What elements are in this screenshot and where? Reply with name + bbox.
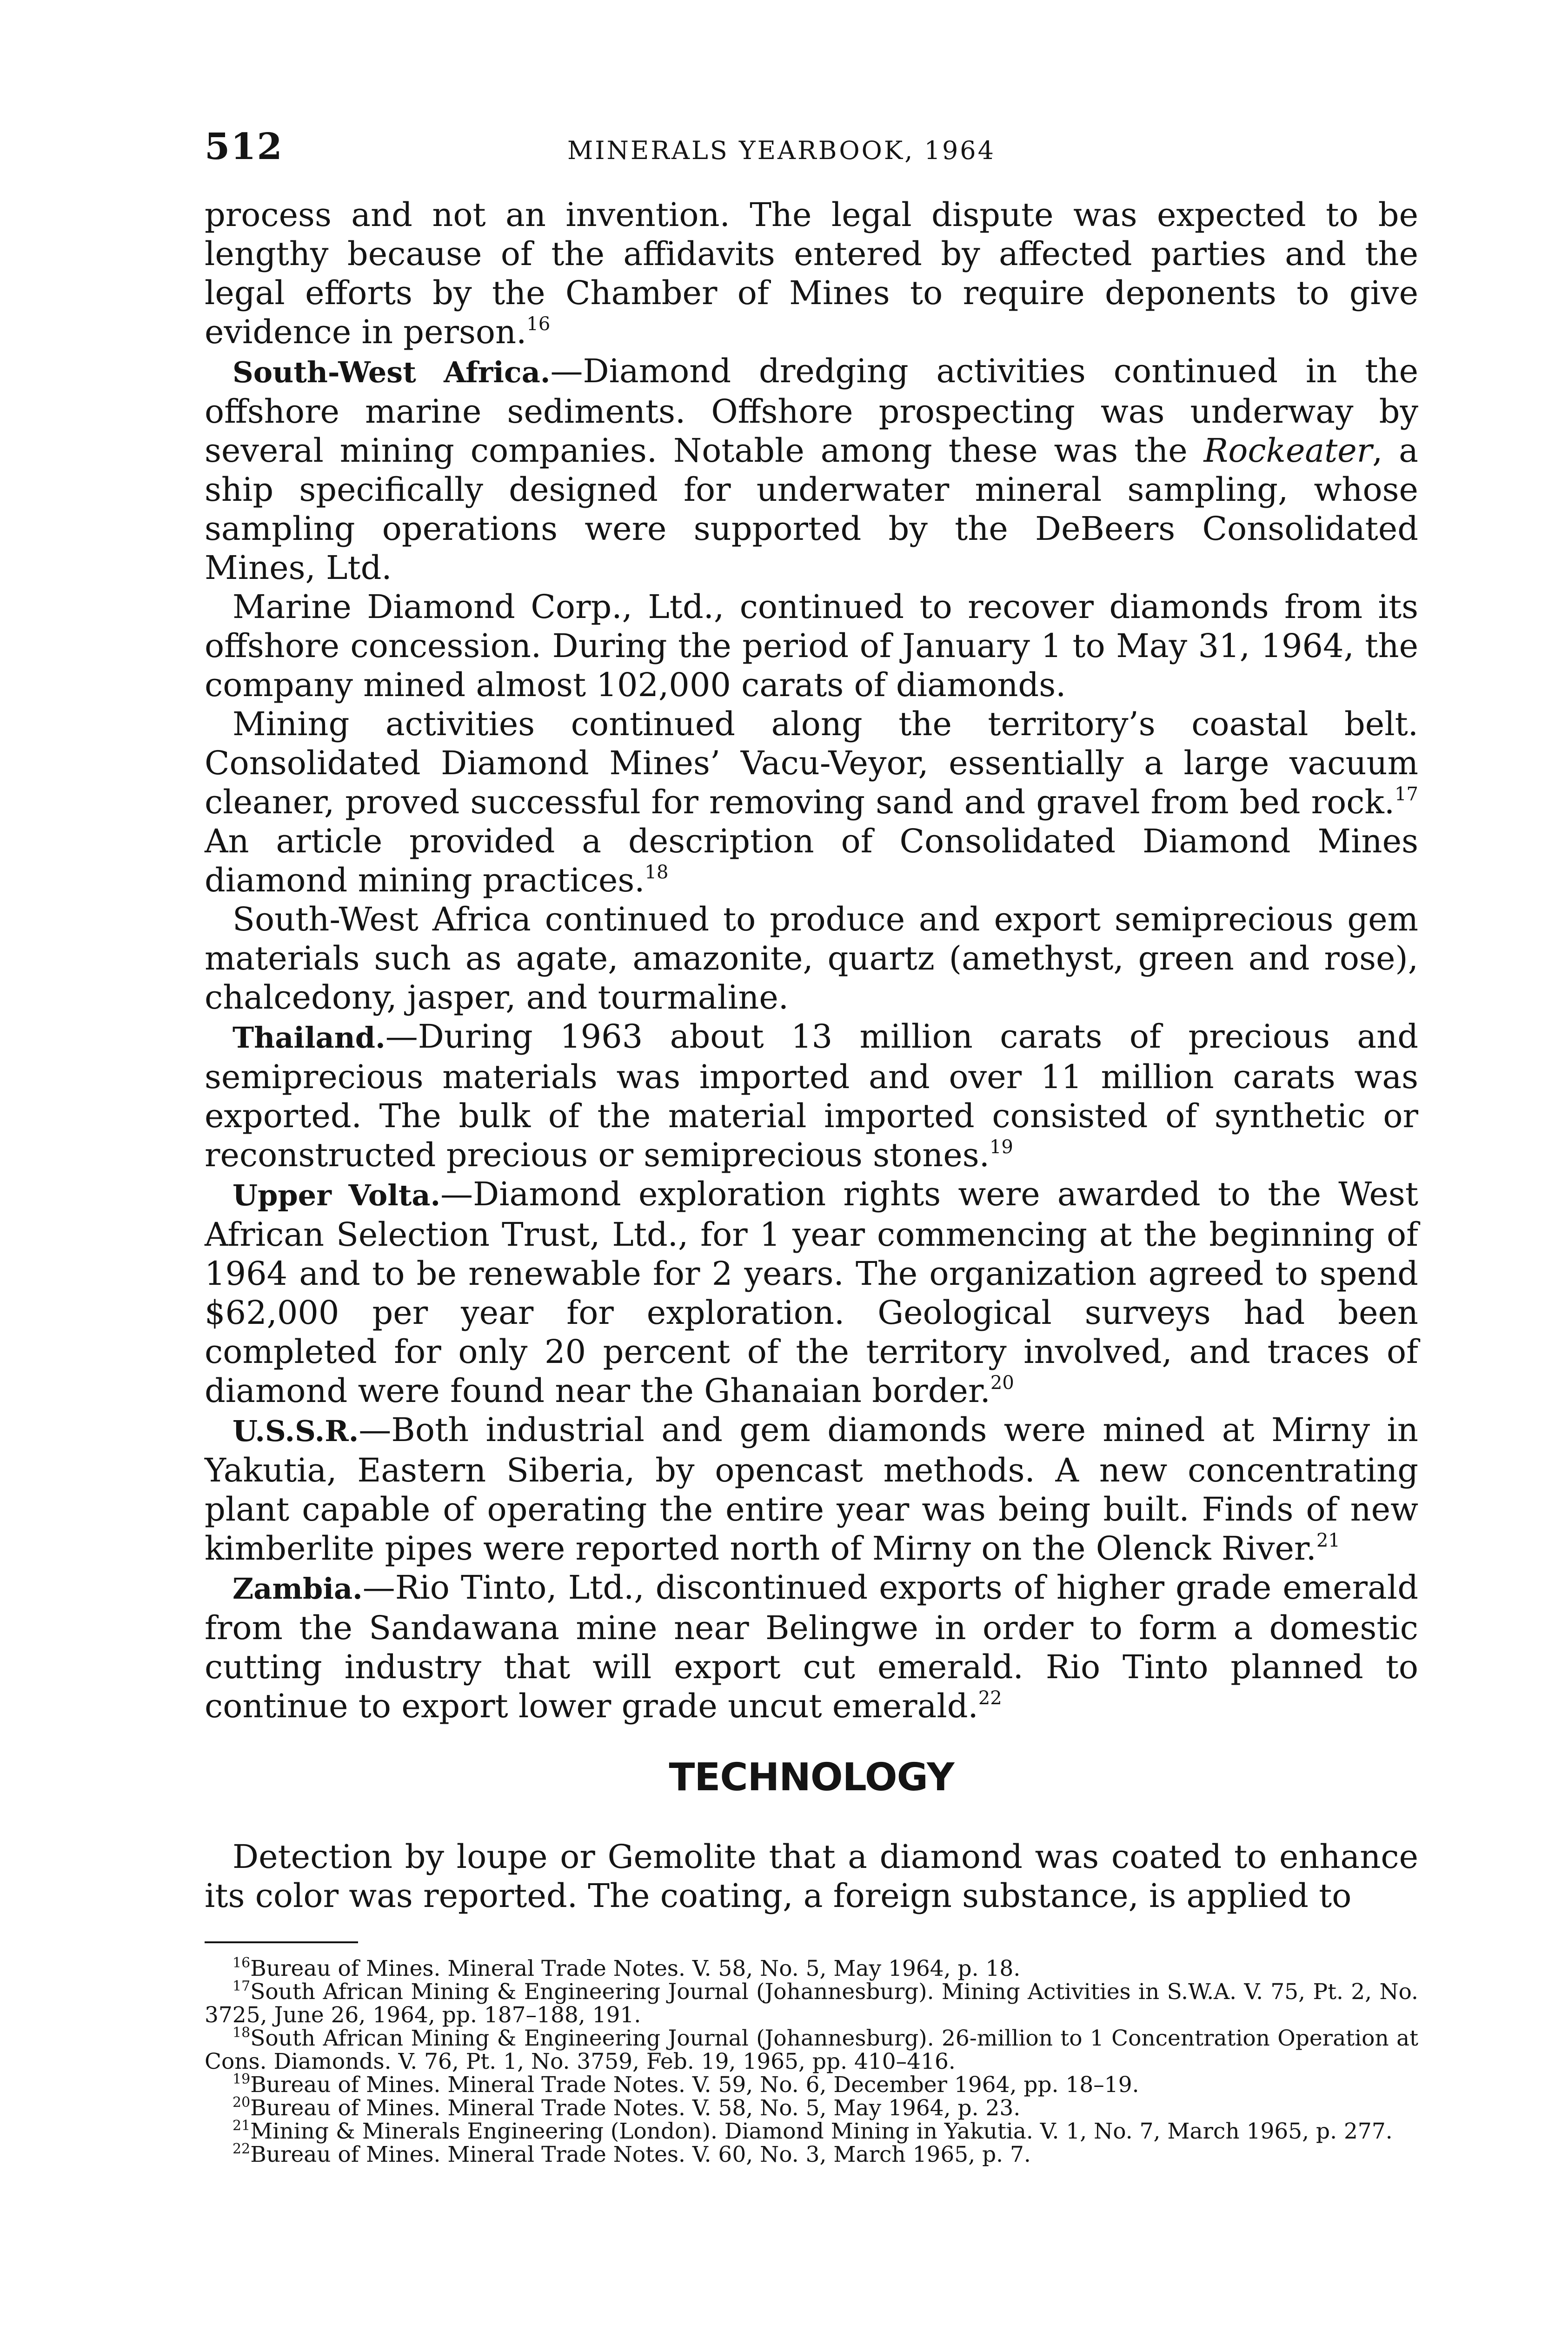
footnote-text: Bureau of Mines. Mineral Trade Notes. V. 58, No. 5, May 1964, p. 23. xyxy=(250,2095,1021,2121)
footnote-19 xyxy=(205,2073,1418,2097)
run-in-heading: Upper Volta. xyxy=(233,1178,441,1212)
paragraph-marine-diamond xyxy=(205,587,1418,704)
footnote-16 xyxy=(205,1957,1418,1980)
footnote-ref: 20 xyxy=(990,1372,1014,1394)
paragraph-text: Marine Diamond Corp., Ltd., continued to recover diamonds from its offshore concession. During the period of January 1 to May 31, 1964, the company mined almost 102,000 carats of diamonds. xyxy=(205,588,1418,704)
paragraph-text: —During 1963 about 13 million carats of precious and semiprecious materials was imported and over 11 million carats was exported. The bulk of the material imported consisted of synthetic or reconstructed precious or semiprecious stones. xyxy=(205,1017,1418,1174)
paragraph-upper-volta xyxy=(205,1175,1418,1410)
footnote-number: 18 xyxy=(233,2025,251,2041)
footnote-text: Bureau of Mines. Mineral Trade Notes. V. 58, No. 5, May 1964, p. 18. xyxy=(250,1956,1021,1981)
footnote-21 xyxy=(205,2120,1418,2143)
footnote-number: 19 xyxy=(233,2071,251,2087)
footnote-text: Bureau of Mines. Mineral Trade Notes. V. 60, No. 3, March 1965, p. 7. xyxy=(250,2142,1031,2167)
footnote-ref: 22 xyxy=(978,1687,1002,1709)
footnote-number: 20 xyxy=(233,2094,251,2111)
footnote-ref: 18 xyxy=(644,862,669,883)
paragraph-text: Detection by loupe or Gemolite that a diamond was coated to enhance its color was reported. The coating, a foreign substance, is applied to xyxy=(205,1838,1418,1915)
paragraph-text-continued: , a ship specifically designed for underwater mineral sampling, whose sampling operations were supported by the DeBeers Consolidated Mines, Ltd. xyxy=(205,432,1418,587)
page-number: 512 xyxy=(205,126,283,168)
body-text xyxy=(205,195,1418,1915)
footnote-ref: 17 xyxy=(1395,784,1418,805)
footnote-ref: 21 xyxy=(1316,1530,1340,1551)
footnote-ref: 19 xyxy=(989,1136,1013,1158)
ship-name: Rockeater xyxy=(1203,432,1373,470)
paragraph-legal-dispute xyxy=(205,195,1418,352)
footnote-ref: 16 xyxy=(526,313,551,335)
footnote-number: 17 xyxy=(233,1978,251,1994)
footnote-text: South African Mining & Engineering Journal (Johannesburg). 26-million to 1 Concentration Operation at Cons. Diamonds. V. 76, Pt. 1, No. 3759, Feb. 19, 1965, pp. 410–416. xyxy=(205,2026,1418,2074)
paragraph-ussr xyxy=(205,1410,1418,1568)
paragraph-technology xyxy=(205,1837,1418,1915)
paragraph-gem-materials xyxy=(205,900,1418,1017)
footnote-divider xyxy=(205,1941,358,1943)
run-in-heading: Zambia. xyxy=(233,1572,363,1606)
paragraph-text: Mining activities continued along the territory’s coastal belt. Consolidated Diamond Mines’ Vacu-Veyor, essentially a large vacuum cleaner, proved successful for removing sand and gravel from bed rock. xyxy=(205,705,1418,821)
run-in-heading: Thailand. xyxy=(233,1021,385,1055)
footnote-18 xyxy=(205,2027,1418,2073)
run-in-heading: U.S.S.R. xyxy=(233,1414,359,1448)
running-head xyxy=(205,126,1418,177)
paragraph-text: —Diamond dredging activities continued in the offshore marine sediments. Offshore prospecting was underway by several mining companies. Notable among these was the xyxy=(205,352,1418,470)
footnote-text: Mining & Minerals Engineering (London). Diamond Mining in Yakutia. V. 1, No. 7, March 1965, p. 277. xyxy=(250,2119,1393,2144)
paragraph-text: —Diamond exploration rights were awarded to the West African Selection Trust, Ltd., for 1 year commencing at the beginning of 1964 and to be renewable for 2 years. The organization agreed to spend $62,000 per year for exploration. Geological surveys had been completed for only 20 percent of the territory involved, and traces of diamond were found near the Ghanaian border. xyxy=(205,1175,1418,1410)
section-heading-technology: TECHNOLOGY xyxy=(669,1755,954,1800)
running-title: MINERALS YEARBOOK, 1964 xyxy=(567,136,996,165)
paragraph-south-west-africa xyxy=(205,352,1418,587)
paragraph-mining-activities xyxy=(205,704,1418,900)
footnote-number: 22 xyxy=(233,2141,251,2157)
paragraph-zambia xyxy=(205,1568,1418,1726)
document-page xyxy=(205,126,1418,2166)
footnotes xyxy=(205,1957,1418,2166)
footnote-text: South African Mining & Engineering Journal (Johannesburg). Mining Activities in S.W.A. V. 75, Pt. 2, No. 3725, June 26, 1964, pp. 187–188, 191. xyxy=(205,1979,1418,2028)
run-in-heading: South-West Africa. xyxy=(233,355,551,389)
footnote-17 xyxy=(205,1980,1418,2027)
footnote-22 xyxy=(205,2143,1418,2166)
footnote-number: 16 xyxy=(233,1955,251,1971)
paragraph-text: South-West Africa continued to produce and export semiprecious gem materials such as agate, amazonite, quartz (amethyst, green and rose), chalcedony, jasper, and tourmaline. xyxy=(205,900,1418,1016)
paragraph-thailand xyxy=(205,1017,1418,1175)
paragraph-text: process and not an invention. The legal dispute was expected to be lengthy because of the affidavits entered by affected parties and the legal efforts by the Chamber of Mines to require deponents to give evidence in person. xyxy=(205,196,1418,351)
footnote-20 xyxy=(205,2094,1418,2121)
footnote-number: 21 xyxy=(233,2118,251,2134)
paragraph-text-continued: An article provided a description of Consolidated Diamond Mines diamond mining practices. xyxy=(205,822,1418,899)
paragraph-text: —Rio Tinto, Ltd., discontinued exports of higher grade emerald from the Sandawana mine near Belingwe in order to form a domestic cutting industry that will export cut emerald. Rio Tinto planned to continue to export lower grade uncut emerald. xyxy=(205,1568,1418,1725)
paragraph-text: —Both industrial and gem diamonds were mined at Mirny in Yakutia, Eastern Siberia, by opencast methods. A new concentrating plant capable of operating the entire year was being built. Finds of new kimberlite pipes were reported north of Mirny on the Olenck River. xyxy=(205,1411,1418,1568)
footnote-text: Bureau of Mines. Mineral Trade Notes. V. 59, No. 6, December 1964, pp. 18–19. xyxy=(250,2072,1139,2098)
